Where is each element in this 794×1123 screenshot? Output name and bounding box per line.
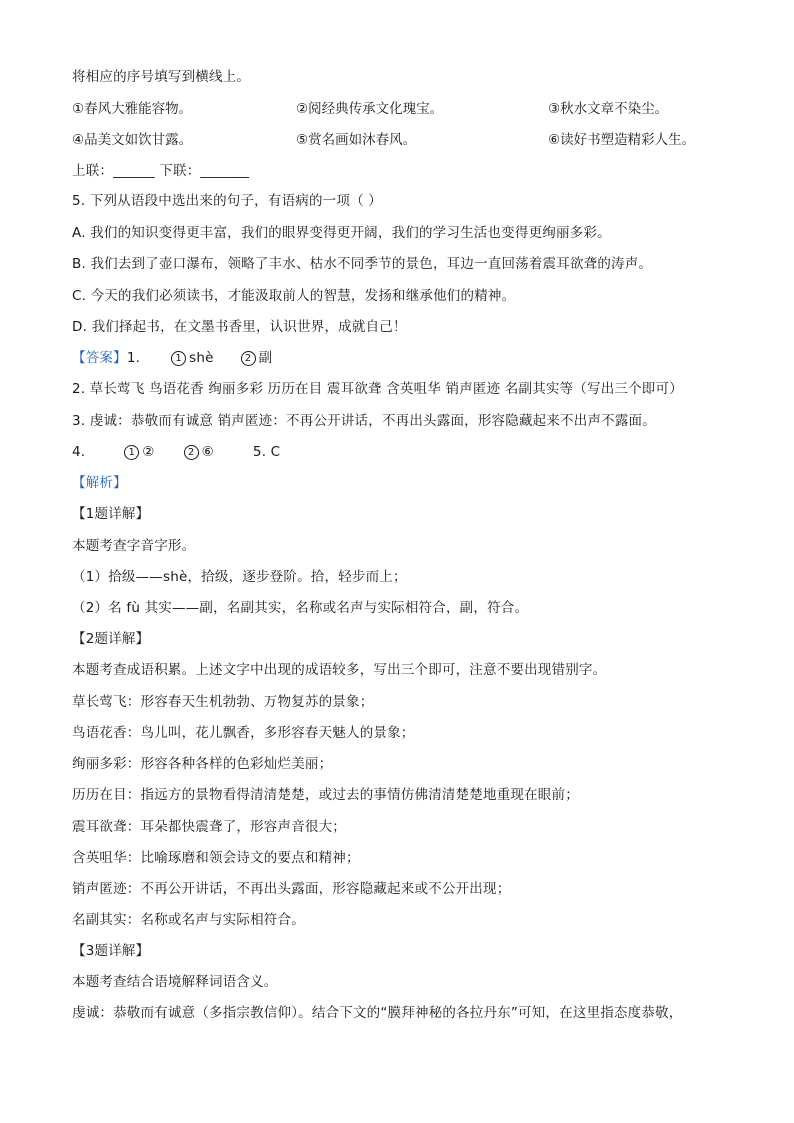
question-5-option-b: B. 我们去到了壶口瀑布，领略了丰水、枯水不同季节的景色，耳边一直回荡着震耳欲聋的涛声。 [72, 256, 653, 272]
analysis-label: 【解析】 [72, 475, 127, 491]
detail-2-heading: 【2题详解】 [72, 631, 150, 647]
answer-2: 2. 草长莺飞 鸟语花香 绚丽多彩 历历在目 震耳欲聋 含英咀华 销声匿迹 名副其实等（写出三个即可） [72, 381, 683, 397]
detail-1-heading: 【1题详解】 [72, 506, 150, 522]
answer-label: 【答案】 [72, 350, 127, 366]
option-4: ④品美文如饮甘露。 [72, 132, 193, 148]
detail-2-item-4: 历历在目：指远方的景物看得清清楚楚，或过去的事情仿佛清清楚楚地重现在眼前； [72, 787, 579, 803]
option-1: ①春风大雅能容物。 [72, 101, 193, 117]
detail-2-item-3: 绚丽多彩：形容各种各样的色彩灿烂美丽； [72, 756, 333, 772]
answer-line-1 [72, 348, 272, 368]
question-5-option-d: D. 我们择起书，在文墨书香里，认识世界，成就自己！ [72, 319, 407, 335]
detail-2-intro: 本题考查成语积累。上述文字中出现的成语较多，写出三个即可，注意不要出现错别字。 [72, 662, 607, 678]
answer-1-value-2: 副 [258, 350, 273, 366]
option-3: ③秋水文章不染尘。 [548, 101, 669, 117]
question-5: 5. 下列从语段中选出来的句子，有语病的一项（ ） [72, 193, 382, 209]
couplet-blanks: 上联：______ 下联：_______ [72, 163, 250, 179]
answer-1-circle-2: 2 [241, 351, 256, 366]
answer-1-number: 1. [126, 350, 141, 366]
answer-4-value-1: ② [142, 444, 155, 460]
instruction-line: 将相应的序号填写到横线上。 [72, 69, 251, 85]
detail-3-item-1: 虔诚：恭敬而有诚意（多指宗教信仰）。结合下文的“膜拜神秘的各拉丹东”可知，在这里指态度恭敬， [72, 1005, 683, 1021]
answer-4-value-2: ⑥ [201, 444, 214, 460]
detail-1-item-1: （1）拾级——shè，拾级，逐步登阶。拾，轻步而上； [72, 569, 407, 585]
answer-1-value-1: shè [189, 350, 214, 366]
question-5-option-c: C. 今天的我们必须读书，才能汲取前人的智慧，发扬和继承他们的精神。 [72, 288, 516, 304]
detail-2-item-2: 鸟语花香：鸟儿叫，花儿飘香，多形容春天魅人的景象； [72, 725, 415, 741]
option-5: ⑤赏名画如沐春风。 [296, 132, 417, 148]
option-6: ⑥读好书塑造精彩人生。 [548, 132, 696, 148]
answer-5: 5. C [252, 444, 281, 460]
detail-2-item-5: 震耳欲聋：耳朵都快震聋了，形容声音很大； [72, 819, 346, 835]
question-5-option-a: A. 我们的知识变得更丰富，我们的眼界变得更开阔，我们的学习生活也变得更绚丽多彩。 [72, 225, 611, 241]
detail-1-item-2: （2）名 fù 其实——副，名副其实，名称或名声与实际相符合，副，符合。 [72, 600, 529, 616]
answer-4-circle-1: 1 [124, 445, 139, 460]
answer-3: 3. 虔诚：恭敬而有诚意 销声匿迹：不再公开讲话，不再出头露面，形容隐藏起来不出声不露面。 [72, 413, 656, 429]
detail-2-item-1: 草长莺飞：形容春天生机勃勃、万物复苏的景象； [72, 694, 374, 710]
detail-2-item-6: 含英咀华：比喻琢磨和领会诗文的要点和精神； [72, 850, 360, 866]
option-2: ②阅经典传承文化瑰宝。 [296, 101, 444, 117]
detail-3-intro: 本题考查结合语境解释词语含义。 [72, 974, 278, 990]
answer-line-4 [72, 442, 280, 462]
detail-2-item-7: 销声匿迹：不再公开讲话，不再出头露面，形容隐藏起来或不公开出现； [72, 881, 511, 897]
detail-3-heading: 【3题详解】 [72, 943, 150, 959]
answer-4-circle-2: 2 [184, 445, 199, 460]
detail-1-intro: 本题考查字音字形。 [72, 538, 196, 554]
answer-1-circle-1: 1 [171, 351, 186, 366]
answer-4-number: 4. [72, 444, 86, 460]
detail-2-item-8: 名副其实：名称或名声与实际相符合。 [72, 912, 305, 928]
